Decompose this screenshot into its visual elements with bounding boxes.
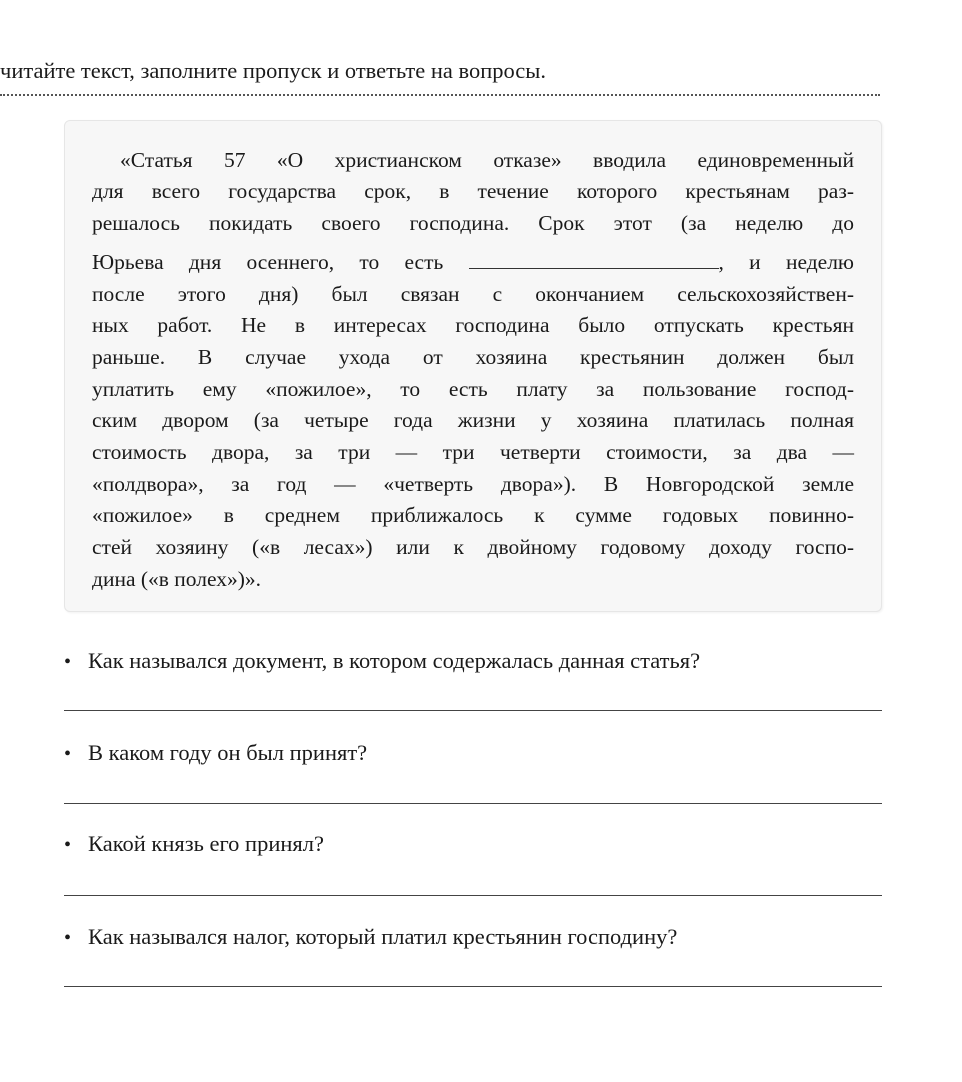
dotted-divider	[0, 94, 880, 96]
passage-line: ским двором (за четыре года жизни у хозяина платилась полная	[92, 408, 854, 432]
passage-line: для всего государства срок, в течение которого крестьянам раз-	[92, 179, 854, 203]
passage-line: ных работ. Не в интересах господина было отпускать крестьян	[92, 313, 854, 337]
question-4	[64, 924, 677, 950]
answer-line-3[interactable]	[64, 895, 882, 896]
question-text: Как назывался документ, в котором содержалась данная статья?	[88, 648, 701, 673]
question-text: Как назывался налог, который платил крестьянин господину?	[88, 924, 678, 949]
passage-line: «полдвора», за год — «четверть двора»). В Новгородской земле	[92, 472, 854, 496]
question-3	[64, 831, 324, 857]
bullet-icon: •	[64, 834, 72, 856]
bullet-icon: •	[64, 927, 72, 949]
passage-line: «Статья 57 «О христианском отказе» вводила единовременный	[120, 148, 854, 172]
passage-line: после этого дня) был связан с окончанием сельскохозяйствен-	[92, 282, 854, 306]
passage-line: «пожилое» в среднем приближалось к сумме годовых повинно-	[92, 503, 854, 527]
passage-line: дина («в полех»)».	[92, 567, 262, 591]
question-text: Какой князь его принял?	[88, 831, 324, 856]
passage-line-with-blank	[92, 252, 854, 274]
passage-line-end: , и неделю	[718, 250, 854, 274]
passage-line: стоимость двора, за три — три четверти стоимости, за два —	[92, 440, 854, 464]
passage-line-start: Юрьева дня осеннего, то есть	[92, 250, 444, 274]
question-1	[64, 648, 700, 674]
question-2	[64, 740, 367, 766]
instruction-text: читайте текст, заполните пропуск и ответьте на вопросы.	[0, 58, 547, 83]
bullet-icon: •	[64, 743, 72, 765]
passage-line: уплатить ему «пожилое», то есть плату за пользование господ-	[92, 377, 854, 401]
answer-line-2[interactable]	[64, 803, 882, 804]
passage-line: стей хозяину («в лесах») или к двойному годовому доходу госпо-	[92, 535, 854, 559]
question-text: В каком году он был принят?	[88, 740, 368, 765]
bullet-icon: •	[64, 651, 72, 673]
passage-line: решалось покидать своего господина. Срок этот (за неделю до	[92, 211, 854, 235]
passage-line: раньше. В случае ухода от хозяина крестьянин должен был	[92, 345, 854, 369]
answer-line-1[interactable]	[64, 710, 882, 711]
answer-line-4[interactable]	[64, 986, 882, 987]
fill-in-blank[interactable]	[469, 266, 719, 269]
